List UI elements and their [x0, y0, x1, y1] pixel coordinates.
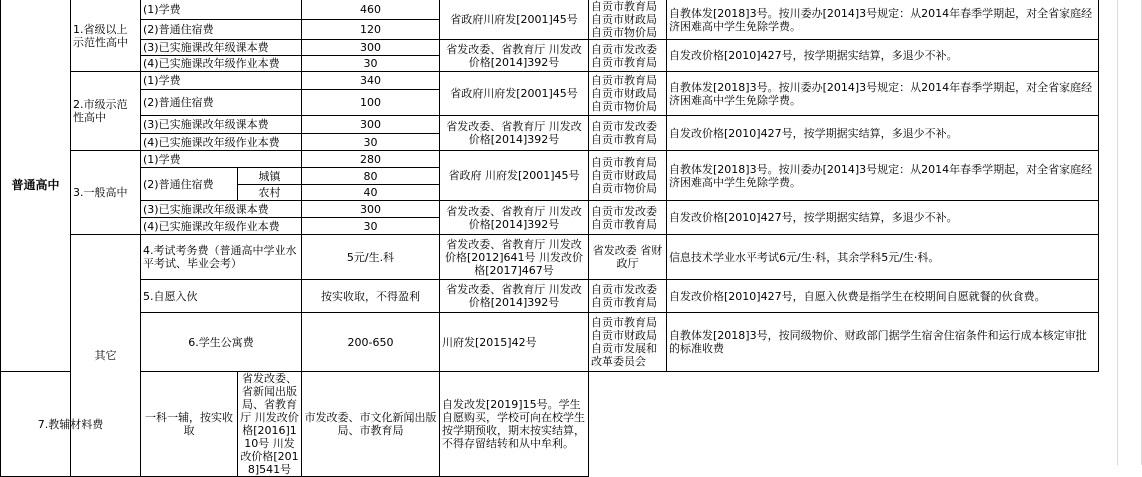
fee-item-cell[interactable]: (2)普通住宿费 [141, 20, 302, 40]
approval-cell[interactable]: 省发改委、省教育厅 川发改价格[2012]641号 川发改价格[2017]467号 [440, 235, 589, 280]
remark-cell[interactable]: 信息技术学业水平考试6元/生·科，其余学科5元/生·科。 [667, 235, 1099, 280]
fee-item-cell[interactable]: (1)学费 [141, 72, 302, 90]
approval-cell[interactable]: 省发改委、省新闻出版局、省教育厅 川发改价格[2016]110号 川发改价格[2018]541号 [238, 372, 302, 477]
approval-cell[interactable]: 省发改委、省教育厅 川发改价格[2014]392号 [440, 116, 589, 151]
sub-item-cell[interactable]: 农村 [238, 185, 302, 201]
fee-item-cell[interactable]: 7.教辅材料费 [1, 372, 141, 477]
fee-item-cell[interactable]: (4)已实施课改年级作业本费 [141, 134, 302, 151]
amount-cell[interactable]: 120 [302, 20, 440, 40]
amount-cell[interactable]: 300 [302, 116, 440, 134]
dept-cell[interactable]: 自贡市教育局 自贡市财政局 自贡市物价局 [589, 151, 667, 201]
remark-cell[interactable]: 自发改价格[2010]427号，按学期据实结算，多退少不补。 [667, 201, 1099, 235]
remark-cell[interactable]: 自教体发[2018]3号。按川委办[2014]3号规定：从2014年春季学期起，对全省家庭经济困难高中学生免除学费。 [667, 72, 1099, 116]
approval-cell[interactable]: 省政府 川府发[2001]45号 [440, 151, 589, 201]
dept-cell[interactable]: 自贡市发改委 自贡市教育局 [589, 280, 667, 313]
remark-cell[interactable]: 自教体发[2018]3号，按同级物价、财政部门据学生宿舍住宿条件和运行成本核定审批的标准收费 [667, 313, 1099, 372]
remark-cell[interactable]: 自发改价格[2010]427号，自愿入伙费是指学生在校期间自愿就餐的伙食费。 [667, 280, 1099, 313]
dept-cell[interactable]: 自贡市教育局 自贡市财政局 自贡市物价局 [589, 72, 667, 116]
dept-cell[interactable]: 自贡市发改委 自贡市教育局 [589, 201, 667, 235]
dept-cell[interactable]: 市发改委、市文化新闻出版局、市教育局 [302, 372, 440, 477]
remark-cell[interactable]: 自发改发[2019]15号。学生自愿购买，学校可向在校学生按学期预收，期末按实结算，不得存留结转和从中牟利。 [440, 372, 589, 477]
amount-cell[interactable]: 40 [302, 185, 440, 201]
fee-item-cell[interactable]: (4)已实施课改年级作业本费 [141, 56, 302, 72]
dept-cell[interactable]: 自贡市发改委 自贡市教育局 [589, 40, 667, 72]
fee-item-cell[interactable]: 6.学生公寓费 [141, 313, 302, 372]
fee-item-cell[interactable]: (1)学费 [141, 0, 302, 20]
dept-cell[interactable]: 自贡市发改委 自贡市教育局 [589, 116, 667, 151]
remark-cell[interactable]: 自教体发[2018]3号。按川委办[2014]3号规定：从2014年春季学期起，对全省家庭经济困难高中学生免除学费。 [667, 0, 1099, 40]
approval-cell[interactable]: 省发改委、省教育厅 川发改价格[2014]392号 [440, 201, 589, 235]
remark-cell[interactable]: 自教体发[2018]3号。按川委办[2014]3号规定：从2014年春季学期起，对全省家庭经济困难高中学生免除学费。 [667, 151, 1099, 201]
fee-item-cell[interactable]: (4)已实施课改年级作业本费 [141, 218, 302, 235]
amount-cell[interactable]: 300 [302, 40, 440, 56]
fee-item-cell[interactable]: (3)已实施课改年级课本费 [141, 116, 302, 134]
approval-cell[interactable]: 省政府川府发[2001]45号 [440, 72, 589, 116]
amount-cell[interactable]: 5元/生.科 [302, 235, 440, 280]
school-name-cell[interactable]: 1.省级以上示范性高中 [71, 0, 141, 72]
dept-cell[interactable]: 省发改委 省财政厅 [589, 235, 667, 280]
amount-cell[interactable]: 300 [302, 201, 440, 218]
approval-cell[interactable]: 省发改委、省教育厅 川发改价格[2014]392号 [440, 40, 589, 72]
approval-cell[interactable]: 省政府川府发[2001]45号 [440, 0, 589, 40]
fee-item-cell[interactable]: (1)学费 [141, 151, 302, 168]
sub-item-cell[interactable]: 城镇 [238, 168, 302, 185]
remark-cell[interactable]: 自发改价格[2010]427号，按学期据实结算，多退少不补。 [667, 40, 1099, 72]
school-name-cell[interactable]: 2.市级示范性高中 [71, 72, 141, 151]
amount-cell[interactable]: 460 [302, 0, 440, 20]
amount-cell[interactable]: 30 [302, 56, 440, 72]
fee-item-cell[interactable]: (3)已实施课改年级课本费 [141, 201, 302, 218]
gridline [1117, 0, 1118, 465]
amount-cell[interactable]: 30 [302, 218, 440, 235]
fee-item-cell[interactable]: 5.自愿入伙 [141, 280, 302, 313]
other-group-cell[interactable]: 其它 [71, 235, 141, 477]
amount-cell[interactable]: 280 [302, 151, 440, 168]
dept-cell[interactable]: 自贡市教育局 自贡市财政局 自贡市发展和改革委员会 [589, 313, 667, 372]
fee-item-cell[interactable]: 4.考试考务费（普通高中学业水平考试、毕业会考） [141, 235, 302, 280]
dept-cell[interactable]: 自贡市教育局 自贡市财政局 自贡市物价局 [589, 0, 667, 40]
amount-cell[interactable]: 一科一辅，按实收取 [141, 372, 238, 477]
amount-cell[interactable]: 340 [302, 72, 440, 90]
school-name-cell[interactable]: 3.一般高中 [71, 151, 141, 235]
amount-cell[interactable]: 按实收取，不得盈利 [302, 280, 440, 313]
category-cell[interactable]: 普通高中 [1, 0, 71, 372]
amount-cell[interactable]: 200-650 [302, 313, 440, 372]
fee-item-cell[interactable]: (2)普通住宿费 [141, 168, 238, 201]
approval-cell[interactable]: 省发改委、省教育厅 川发改价格[2014]392号 [440, 280, 589, 313]
fee-item-cell[interactable]: (3)已实施课改年级课本费 [141, 40, 302, 56]
amount-cell[interactable]: 100 [302, 90, 440, 116]
approval-cell[interactable]: 川府发[2015]42号 [440, 313, 589, 372]
fee-item-cell[interactable]: (2)普通住宿费 [141, 90, 302, 116]
remark-cell[interactable]: 自发改价格[2010]427号，按学期据实结算，多退少不补。 [667, 116, 1099, 151]
amount-cell[interactable]: 80 [302, 168, 440, 185]
amount-cell[interactable]: 30 [302, 134, 440, 151]
